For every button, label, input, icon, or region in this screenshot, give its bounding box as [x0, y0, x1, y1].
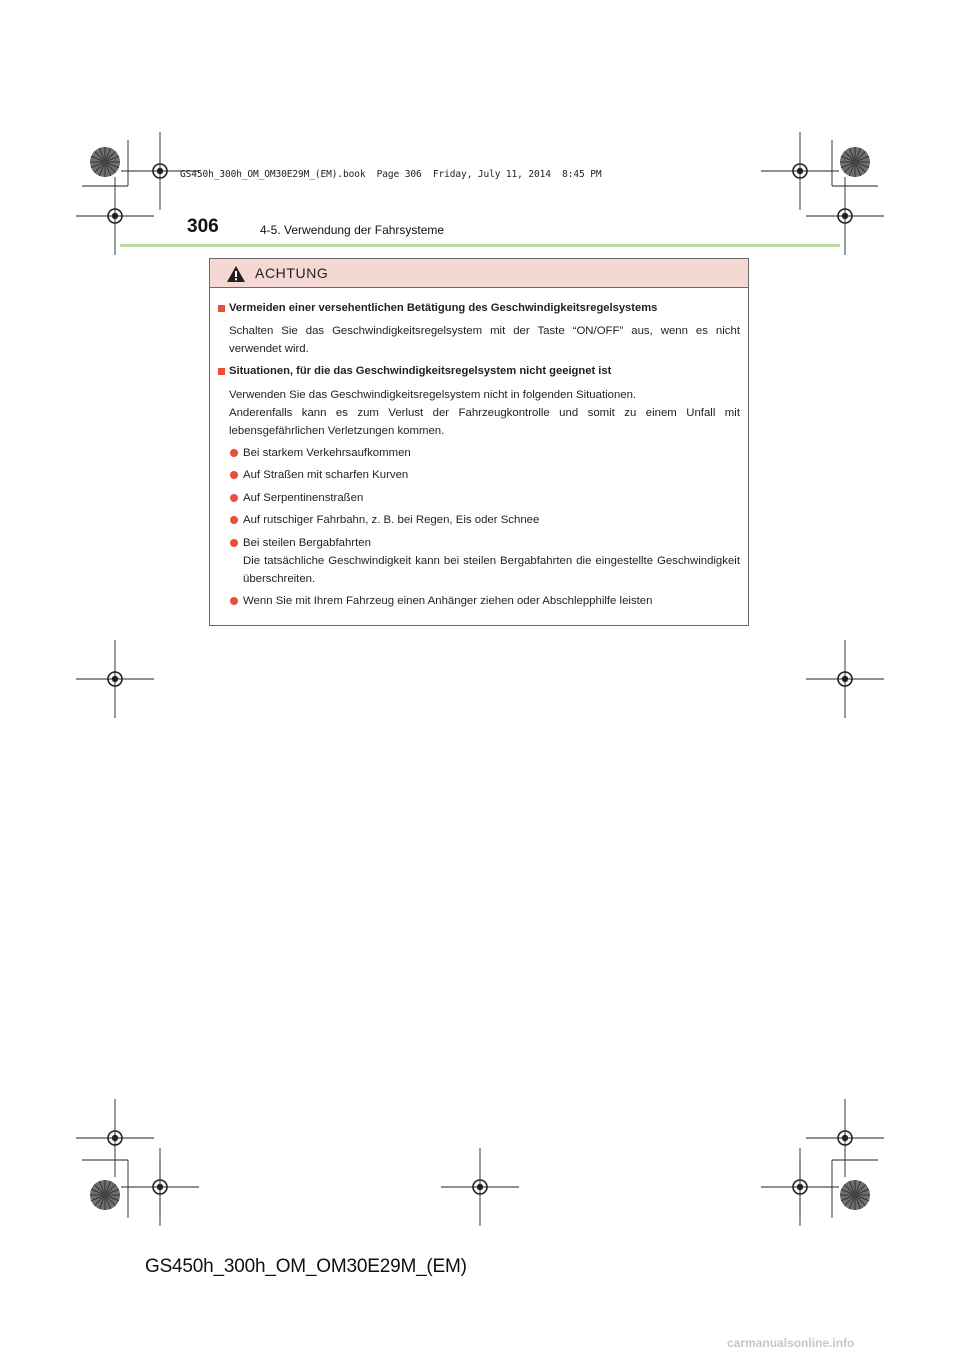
warning-item-heading: Vermeiden einer versehentlichen Betätigung des Geschwindigkeitsregelsystems	[229, 302, 658, 314]
warning-body	[210, 288, 748, 625]
warning-triangle-icon	[226, 265, 246, 283]
list-item: Auf rutschiger Fahrbahn, z. B. bei Regen, Eis oder Schnee	[243, 514, 540, 526]
list-item: Bei steilen Bergabfahrten	[243, 537, 371, 549]
list-item: Wenn Sie mit Ihrem Fahrzeug einen Anhänger ziehen oder Abschlepphilfe leisten	[243, 595, 653, 607]
warning-item-text: Verwenden Sie das Geschwindigkeitsregelsystem nicht in folgenden Situationen.	[229, 389, 637, 401]
round-bullet-icon	[230, 449, 238, 457]
round-bullet-icon	[230, 597, 238, 605]
warning-header	[210, 259, 748, 288]
round-bullet-icon	[230, 539, 238, 547]
list-item: Auf Serpentinenstraßen	[243, 492, 364, 504]
document-code: GS450h_300h_OM_OM30E29M_(EM)	[145, 1256, 467, 1277]
warning-title: ACHTUNG	[255, 265, 329, 281]
page-number: 306	[187, 216, 219, 237]
warning-item-text: Schalten Sie das Geschwindigkeitsregelsystem mit der Taste “ON/OFF” aus, wenn es nicht verwendet wird.	[229, 325, 740, 355]
warning-item-heading: Situationen, für die das Geschwindigkeitsregelsystem nicht geeignet ist	[229, 365, 612, 377]
section-title: 4-5. Verwendung der Fahrsysteme	[260, 223, 445, 237]
round-bullet-icon	[230, 471, 238, 479]
watermark: carmanualsonline.info	[727, 1336, 855, 1350]
list-item-detail: Die tatsächliche Geschwindigkeit kann bei steilen Bergabfahrten die eingestellte Geschwindigkeit überschreiten.	[243, 555, 740, 585]
round-bullet-icon	[230, 494, 238, 502]
list-item: Auf Straßen mit scharfen Kurven	[243, 469, 409, 481]
warning-item-text: Anderenfalls kann es zum Verlust der Fahrzeugkontrolle und somit zu einem Unfall mit lebensgefährlichen Verletzungen kommen.	[229, 407, 740, 437]
square-bullet-icon	[218, 305, 225, 312]
round-bullet-icon	[230, 516, 238, 524]
print-info-stamp: GS450h_300h_OM_OM30E29M_(EM).book Page 306 Friday, July 11, 2014 8:45 PM	[180, 169, 602, 180]
header-rule	[120, 244, 840, 247]
square-bullet-icon	[218, 368, 225, 375]
warning-box	[209, 258, 749, 626]
list-item: Bei starkem Verkehrsaufkommen	[243, 447, 411, 459]
